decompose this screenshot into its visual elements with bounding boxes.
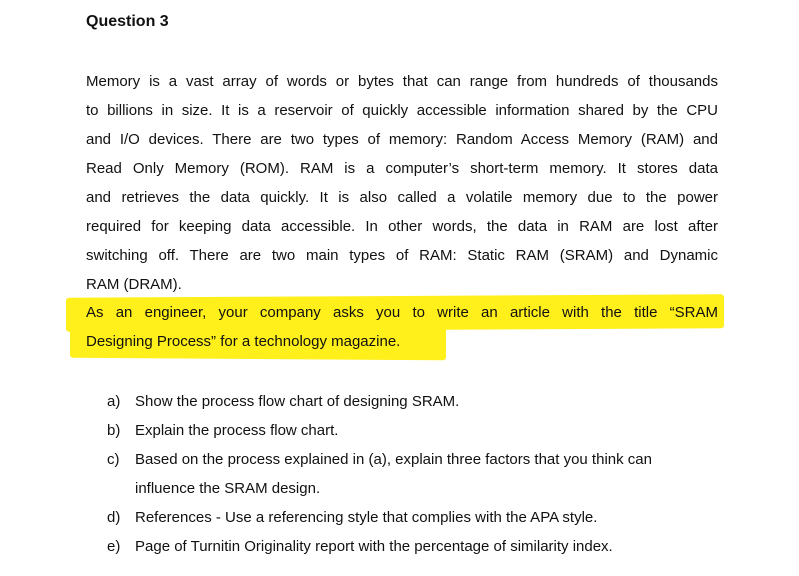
task-text: Explain the process flow chart. xyxy=(135,422,339,439)
paragraph-line: and retrieves the data quickly. It is also called a volatile memory due to the power xyxy=(86,189,718,206)
task-label: d) xyxy=(107,509,121,526)
paragraph-line: switching off. There are two main types of RAM: Static RAM (SRAM) and Dynamic xyxy=(86,247,718,264)
task-item-a xyxy=(107,387,727,416)
question-heading: Question 3 xyxy=(86,13,169,30)
task-text: Based on the process explained in (a), explain three factors that you think can xyxy=(135,451,652,468)
paragraph-line: to billions in size. It is a reservoir of quickly accessible information shared by the CPU xyxy=(86,102,718,119)
task-list xyxy=(107,387,727,561)
paragraph-line: Read Only Memory (ROM). RAM is a computer’s short-term memory. It stores data xyxy=(86,160,718,177)
task-text: influence the SRAM design. xyxy=(135,480,321,497)
task-label: c) xyxy=(107,451,120,468)
task-label: a) xyxy=(107,393,121,410)
task-text: Show the process flow chart of designing SRAM. xyxy=(135,393,460,410)
task-item-c xyxy=(107,445,727,503)
highlighted-line: Designing Process” for a technology magazine. xyxy=(86,333,401,350)
question-paragraph xyxy=(86,67,718,299)
highlighted-line: As an engineer, your company asks you to write an article with the title “SRAM xyxy=(86,304,718,321)
highlighted-task-statement xyxy=(86,298,718,356)
paragraph-line: and I/O devices. There are two types of memory: Random Access Memory (RAM) and xyxy=(86,131,718,148)
task-item-b xyxy=(107,416,727,445)
task-text: Page of Turnitin Originality report with the percentage of similarity index. xyxy=(135,538,613,555)
task-item-e xyxy=(107,532,727,561)
task-text: References - Use a referencing style that complies with the APA style. xyxy=(135,509,598,526)
task-label: e) xyxy=(107,538,121,555)
task-label: b) xyxy=(107,422,121,439)
paragraph-line: Memory is a vast array of words or bytes that can range from hundreds of thousands xyxy=(86,73,718,90)
task-item-d xyxy=(107,503,727,532)
paragraph-line: RAM (DRAM). xyxy=(86,276,182,293)
paragraph-line: required for keeping data accessible. In other words, the data in RAM are lost after xyxy=(86,218,718,235)
